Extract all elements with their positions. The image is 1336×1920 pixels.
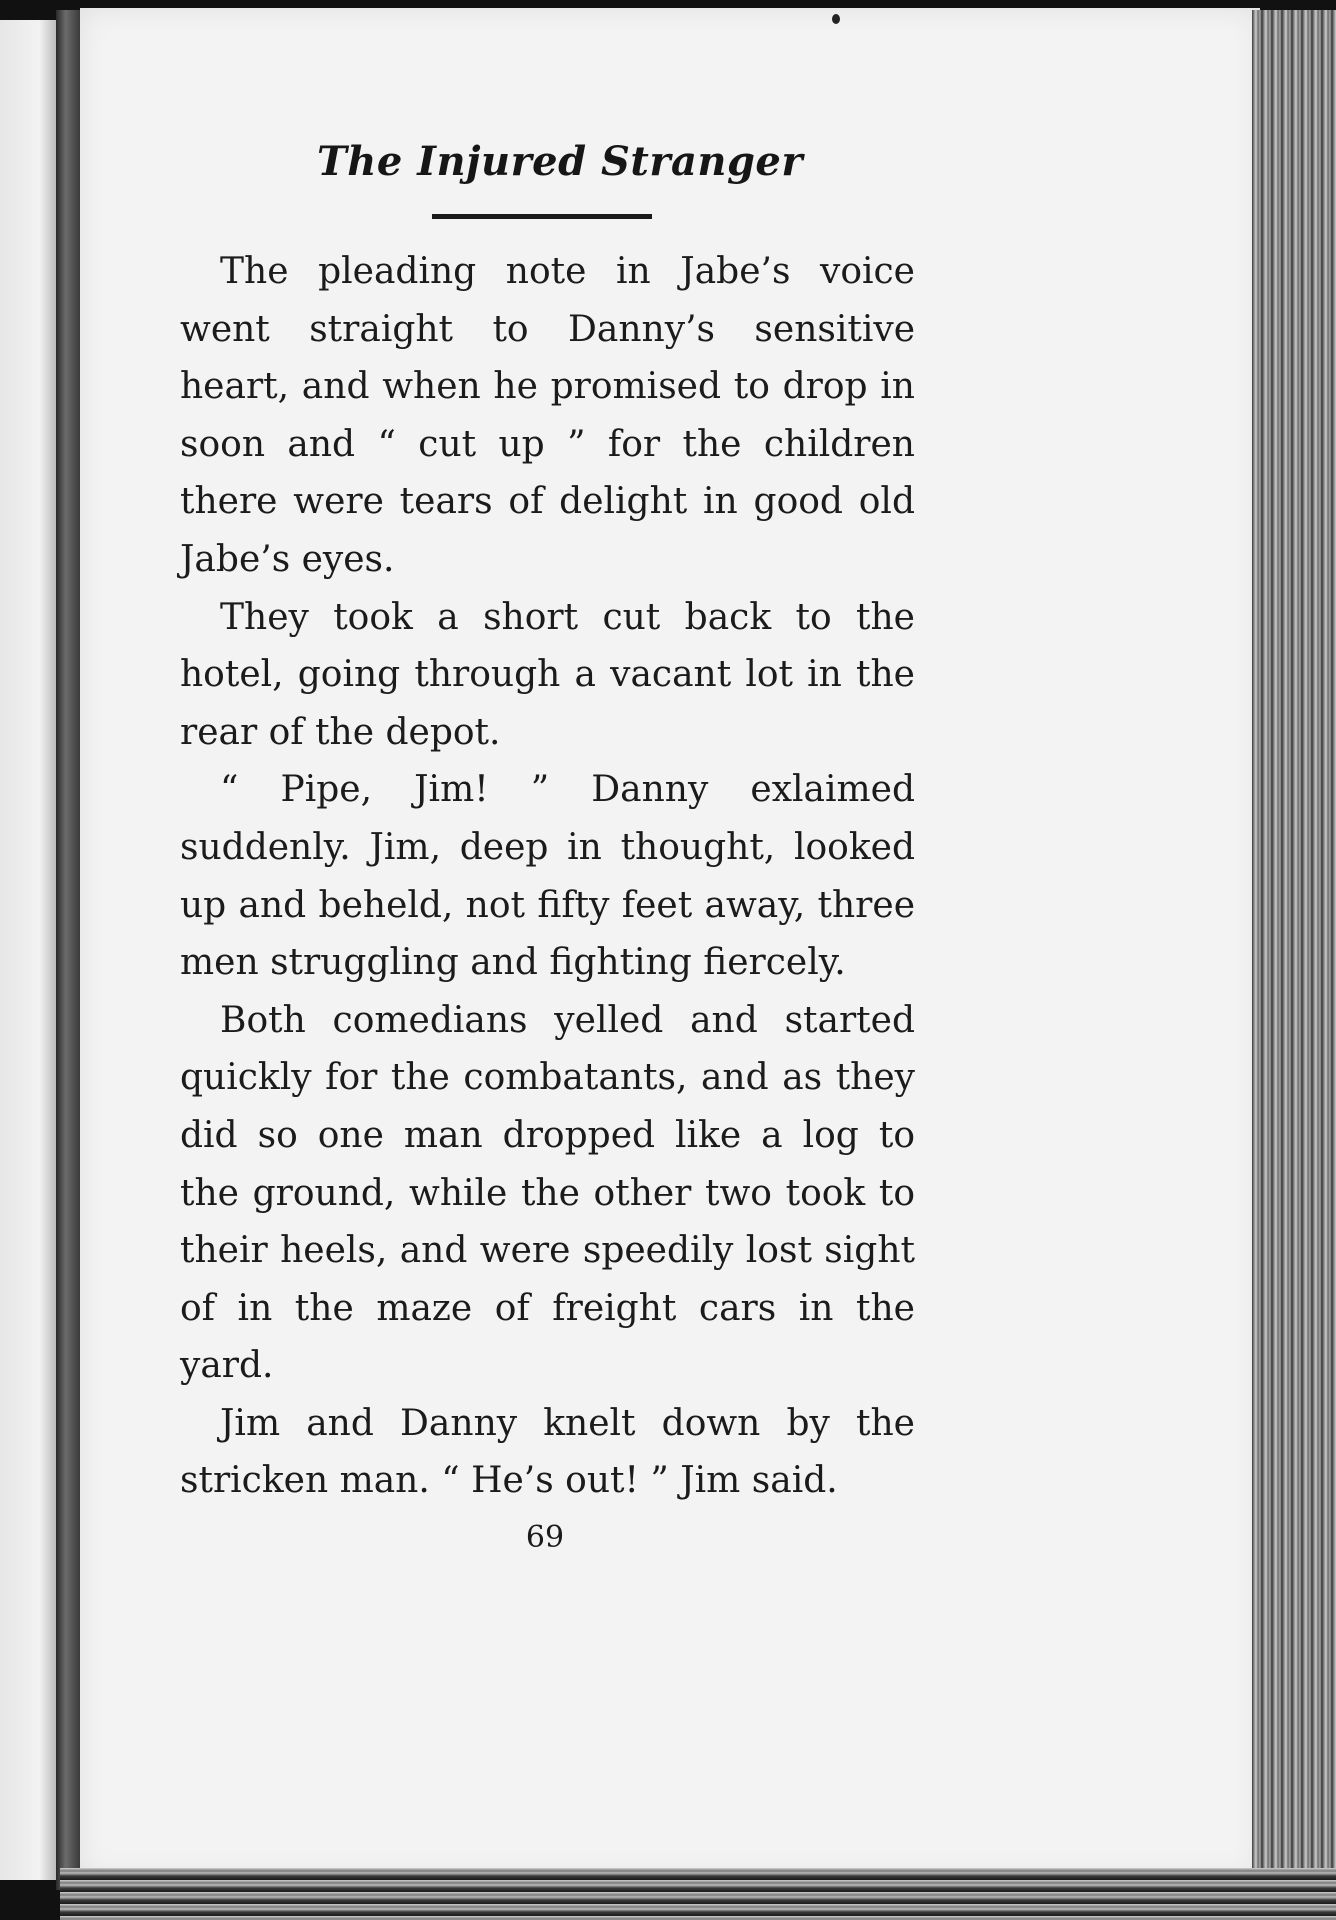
paragraph: They took a short cut back to the hotel, going through a vacant lot in the rear of the depot. [180,596,915,753]
running-head: The Injured Stranger [317,138,803,185]
ink-speck [832,14,840,24]
paragraph: Both comedians yelled and started quickly for the combatants, and as they did so one man dropped like a log to the ground, while the other two took to their heels, and were speedily lost sight of in the maze of freight cars in the yard. [180,999,915,1387]
page-stack-edge [1252,10,1336,1910]
head-rule [432,214,652,219]
paragraph: Jim and Danny knelt down by the stricken man. “ He’s out! ” Jim said. [180,1402,915,1502]
paragraph: The pleading note in Jabe’s voice went straight to Danny’s sensitive heart, and when he promised to drop in soon and “ cut up ” for the children there were tears of delight in good old Jabe’s eyes. [180,251,915,580]
paragraph: “ Pipe, Jim! ” Danny exlaimed suddenly. Jim, deep in thought, looked up and beheld, not fifty feet away, three men struggling and fighting fiercely. [180,769,915,984]
page-bottom-edge [60,1868,1336,1920]
facing-page-edge [0,20,56,1880]
body-text [180,243,915,1510]
book-gutter [56,10,80,1890]
page-number: 69 [525,1520,565,1555]
